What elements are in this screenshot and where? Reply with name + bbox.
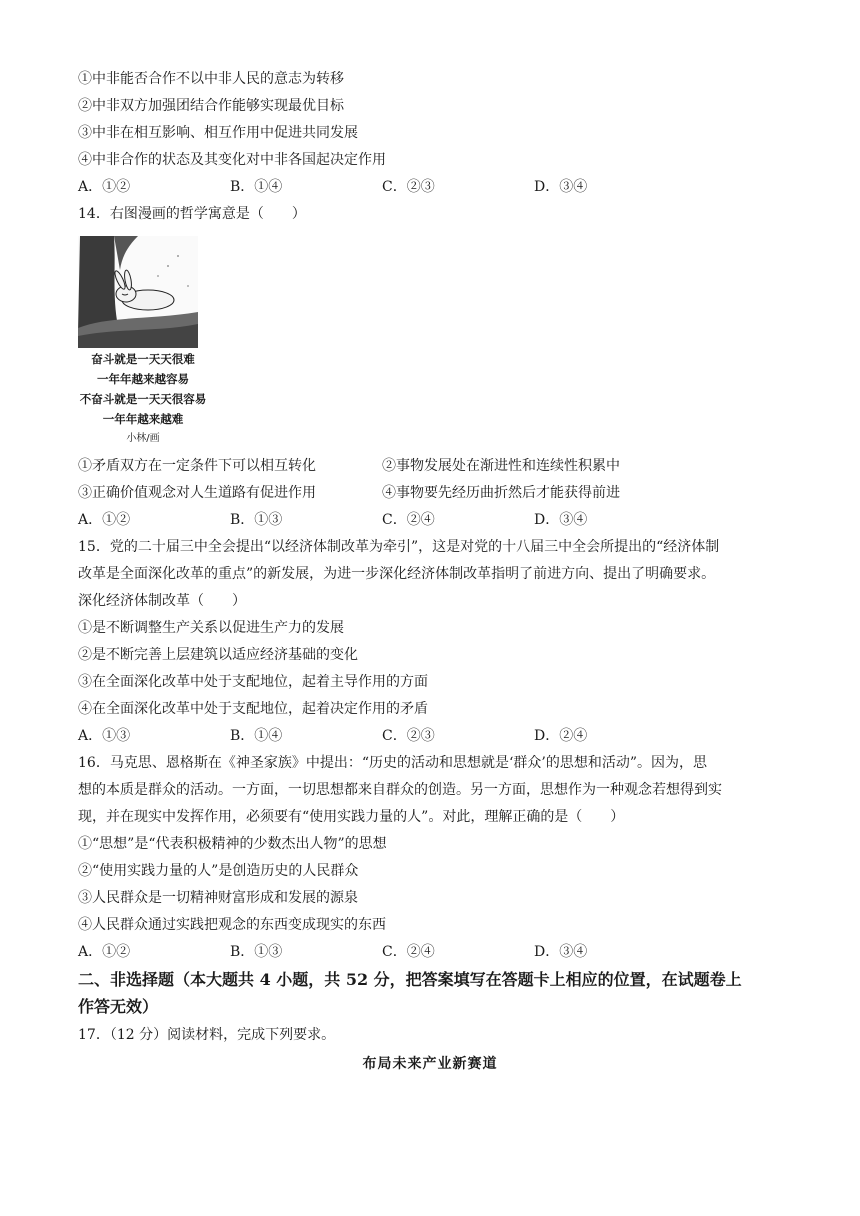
q16-stem-line-3: 现，并在现实中发挥作用，必须要有“使用实践力量的人”。对此，理解正确的是（ ） [78, 809, 625, 825]
q16-item-3: ③人民群众是一切精神财富形成和发展的源泉 [78, 890, 358, 906]
q13-item-4: ④中非合作的状态及其变化对中非各国起决定作用 [78, 152, 386, 168]
q13-option-d: D．③④ [534, 179, 588, 195]
q14-item-1: ①矛盾双方在一定条件下可以相互转化 [78, 458, 316, 474]
q14-option-c: C．②④ [382, 512, 435, 528]
q15-stem-line-1: 15．党的二十届三中全会提出“以经济体制改革为牵引”，这是对党的十八届三中全会所提出的“经济体制 [78, 539, 720, 555]
q15-option-b: B．①④ [230, 728, 283, 744]
q14-option-d: D．③④ [534, 512, 588, 528]
cartoon-text-4: 一年年越来越难 [102, 412, 184, 426]
q15-item-4: ④在全面深化改革中处于支配地位，起着决定作用的矛盾 [78, 701, 428, 717]
q16-item-4: ④人民群众通过实践把观念的东西变成现实的东西 [78, 917, 386, 933]
q15-option-d: D．②④ [534, 728, 588, 744]
q15-item-3: ③在全面深化改革中处于支配地位，起着主导作用的方面 [78, 674, 428, 690]
q13-option-b: B．①④ [230, 179, 283, 195]
cartoon-text-2: 一年年越来越容易 [97, 372, 189, 386]
q14-cartoon-image [78, 236, 207, 446]
q14-option-a: A．①② [78, 512, 131, 528]
cartoon-text-3: 不奋斗就是一天天很容易 [79, 392, 207, 406]
section-heading-line-1: 二、非选择题（本大题共 4 小题，共 52 分，把答案填写在答题卡上相应的位置，在试题卷上 [78, 970, 742, 989]
q14-stem: 14．右图漫画的哲学寓意是（ ） [78, 206, 306, 222]
q16-stem-line-1: 16．马克思、恩格斯在《神圣家族》中提出：“历史的活动和思想就是‘群众’的思想和活动”。因为，思 [78, 755, 708, 771]
q16-option-a: A．①② [78, 944, 131, 960]
cartoon-signature: 小林/画 [126, 433, 160, 444]
q14-item-3: ③正确价值观念对人生道路有促进作用 [78, 485, 316, 501]
q15-option-c: C．②③ [382, 728, 435, 744]
section-heading-line-2: 作答无效） [78, 997, 159, 1016]
q15-item-2: ②是不断完善上层建筑以适应经济基础的变化 [78, 647, 358, 663]
q15-option-a: A．①③ [78, 728, 131, 744]
cartoon-text-1: 奋斗就是一天天很难 [91, 352, 195, 366]
q14-item-4: ④事物要先经历曲折然后才能获得前进 [382, 485, 620, 501]
q13-option-c: C．②③ [382, 179, 435, 195]
q16-stem-line-2: 想的本质是群众的活动。一方面，一切思想都来自群众的创造。另一方面，思想作为一种观念若想得到实 [78, 782, 722, 798]
q13-item-2: ②中非双方加强团结合作能够实现最优目标 [78, 98, 344, 114]
q15-stem-line-2: 改革是全面深化改革的重点”的新发展，为进一步深化经济体制改革指明了前进方向、提出了明确要求。 [78, 566, 716, 582]
q13-item-1: ①中非能否合作不以中非人民的意志为转移 [78, 71, 344, 87]
q13-item-3: ③中非在相互影响、相互作用中促进共同发展 [78, 125, 358, 141]
q16-item-1: ①“思想”是“代表积极精神的少数杰出人物”的思想 [78, 836, 387, 852]
q17-material-title: 布局未来产业新赛道 [362, 1056, 498, 1072]
q16-item-2: ②“使用实践力量的人”是创造历史的人民群众 [78, 863, 359, 879]
q16-option-c: C．②④ [382, 944, 435, 960]
q16-option-d: D．③④ [534, 944, 588, 960]
q15-item-1: ①是不断调整生产关系以促进生产力的发展 [78, 620, 344, 636]
q17-stem: 17．（12 分）阅读材料，完成下列要求。 [78, 1027, 336, 1043]
q14-item-2: ②事物发展处在渐进性和连续性积累中 [382, 458, 620, 474]
q16-option-b: B．①③ [230, 944, 283, 960]
q13-option-a: A．①② [78, 179, 131, 195]
cartoon-drawing [78, 236, 198, 348]
q14-option-b: B．①③ [230, 512, 283, 528]
q15-stem-line-3: 深化经济体制改革（ ） [78, 593, 246, 609]
